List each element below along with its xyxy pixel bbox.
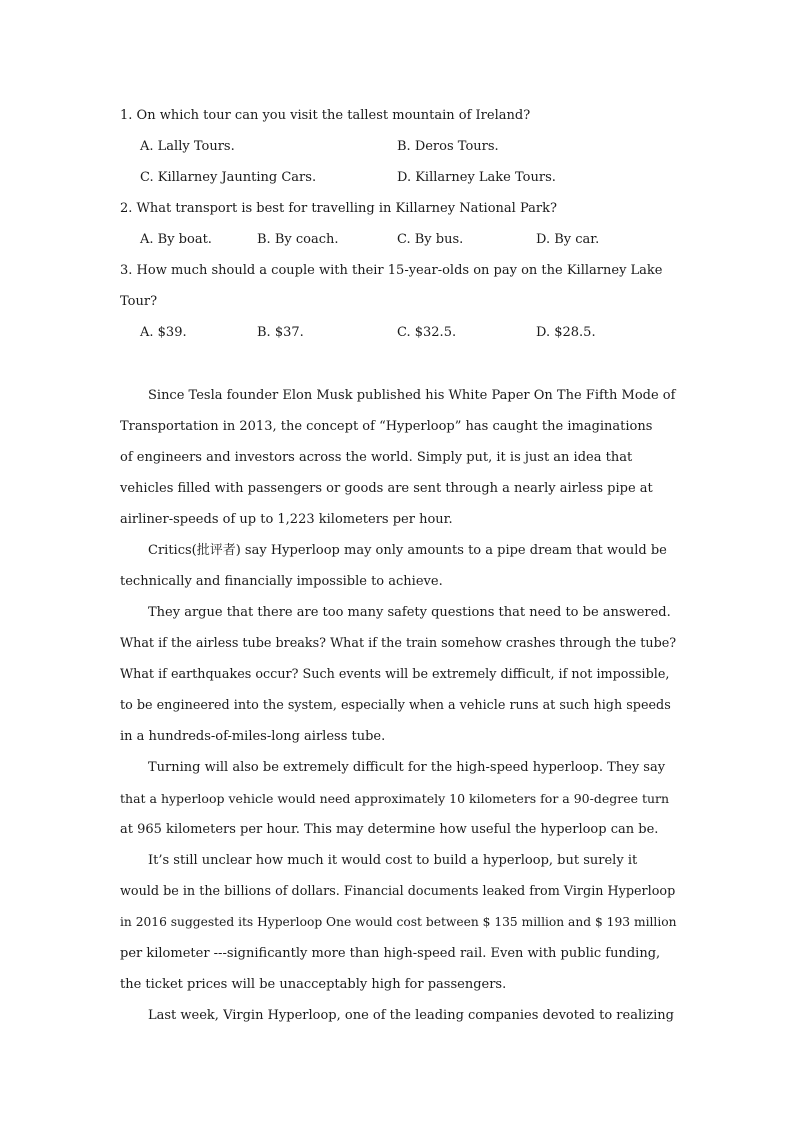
passage-p5-line-2: would be in the billions of dollars. Financial documents leaked from Virgin Hyperloop bbox=[120, 884, 676, 899]
passage-p1-line-4: vehicles filled with passengers or goods are sent through a nearly airless pipe at bbox=[120, 481, 653, 496]
document-page bbox=[120, 100, 676, 1031]
question-3-option-a: A. $39. bbox=[140, 325, 187, 340]
passage-p3-line-1: They argue that there are too many safety questions that need to be answered. bbox=[148, 605, 671, 620]
question-1-option-a: A. Lally Tours. bbox=[140, 139, 235, 154]
question-3-prompt-line-2: Tour? bbox=[120, 294, 158, 309]
passage-p3-line-3: What if earthquakes occur? Such events will be extremely difficult, if not impossible, bbox=[120, 667, 670, 682]
passage-p1-line-3: of engineers and investors across the world. Simply put, it is just an idea that bbox=[120, 450, 633, 465]
question-1-option-b: B. Deros Tours. bbox=[397, 139, 499, 154]
passage-p1-line-2: Transportation in 2013, the concept of “Hyperloop” has caught the imaginations bbox=[120, 419, 653, 434]
passage-p4-line-2: that a hyperloop vehicle would need approximately 10 kilometers for a 90-degree turn bbox=[120, 791, 670, 806]
passage-p5-line-4: per kilometer ---significantly more than high-speed rail. Even with public funding, bbox=[120, 946, 661, 961]
question-2-option-b: B. By coach. bbox=[257, 232, 339, 247]
question-1-prompt: 1. On which tour can you visit the tallest mountain of Ireland? bbox=[120, 108, 531, 123]
question-3-option-c: C. $32.5. bbox=[397, 325, 457, 340]
question-1-option-c: C. Killarney Jaunting Cars. bbox=[140, 170, 317, 185]
question-3-options bbox=[120, 317, 676, 348]
passage-p4-line-1: Turning will also be extremely difficult for the high-speed hyperloop. They say bbox=[148, 760, 666, 775]
passage-p1-line-5: airliner-speeds of up to 1,223 kilometers per hour. bbox=[120, 512, 453, 527]
passage-p6-line-1: Last week, Virgin Hyperloop, one of the leading companies devoted to realizing bbox=[148, 1008, 674, 1023]
question-3-option-d: D. $28.5. bbox=[536, 325, 596, 340]
passage bbox=[120, 380, 676, 1031]
passage-p5-line-1: It’s still unclear how much it would cost to build a hyperloop, but surely it bbox=[148, 853, 638, 868]
section-gap bbox=[120, 348, 676, 380]
question-2-option-c: C. By bus. bbox=[397, 232, 464, 247]
passage-p2-line-2: technically and financially impossible to achieve. bbox=[120, 574, 443, 589]
question-2-option-d: D. By car. bbox=[536, 232, 600, 247]
question-1-option-d: D. Killarney Lake Tours. bbox=[397, 170, 556, 185]
passage-p5-line-5: the ticket prices will be unacceptably high for passengers. bbox=[120, 977, 507, 992]
question-3-option-b: B. $37. bbox=[257, 325, 304, 340]
passage-p4-line-3: at 965 kilometers per hour. This may determine how useful the hyperloop can be. bbox=[120, 822, 659, 837]
passage-p3-line-2: What if the airless tube breaks? What if the train somehow crashes through the tube? bbox=[120, 636, 677, 651]
question-2-option-a: A. By boat. bbox=[140, 232, 212, 247]
question-2-options bbox=[120, 224, 676, 255]
passage-p2-line-1: Critics(批评者) say Hyperloop may only amounts to a pipe dream that would be bbox=[148, 543, 667, 558]
question-1-options-row-1 bbox=[120, 131, 676, 162]
question-2-prompt: 2. What transport is best for travelling in Killarney National Park? bbox=[120, 201, 557, 216]
passage-p3-line-5: in a hundreds-of-miles-long airless tube. bbox=[120, 729, 386, 744]
passage-p3-line-4: to be engineered into the system, especially when a vehicle runs at such high speeds bbox=[120, 698, 671, 713]
question-3-prompt-line-1: 3. How much should a couple with their 15-year-olds on pay on the Killarney Lake bbox=[120, 263, 663, 278]
passage-p5-line-3: in 2016 suggested its Hyperloop One would cost between $ 135 million and $ 193 million bbox=[120, 915, 677, 929]
question-1-options-row-2 bbox=[120, 162, 676, 193]
passage-p1-line-1: Since Tesla founder Elon Musk published his White Paper On The Fifth Mode of bbox=[148, 388, 676, 403]
